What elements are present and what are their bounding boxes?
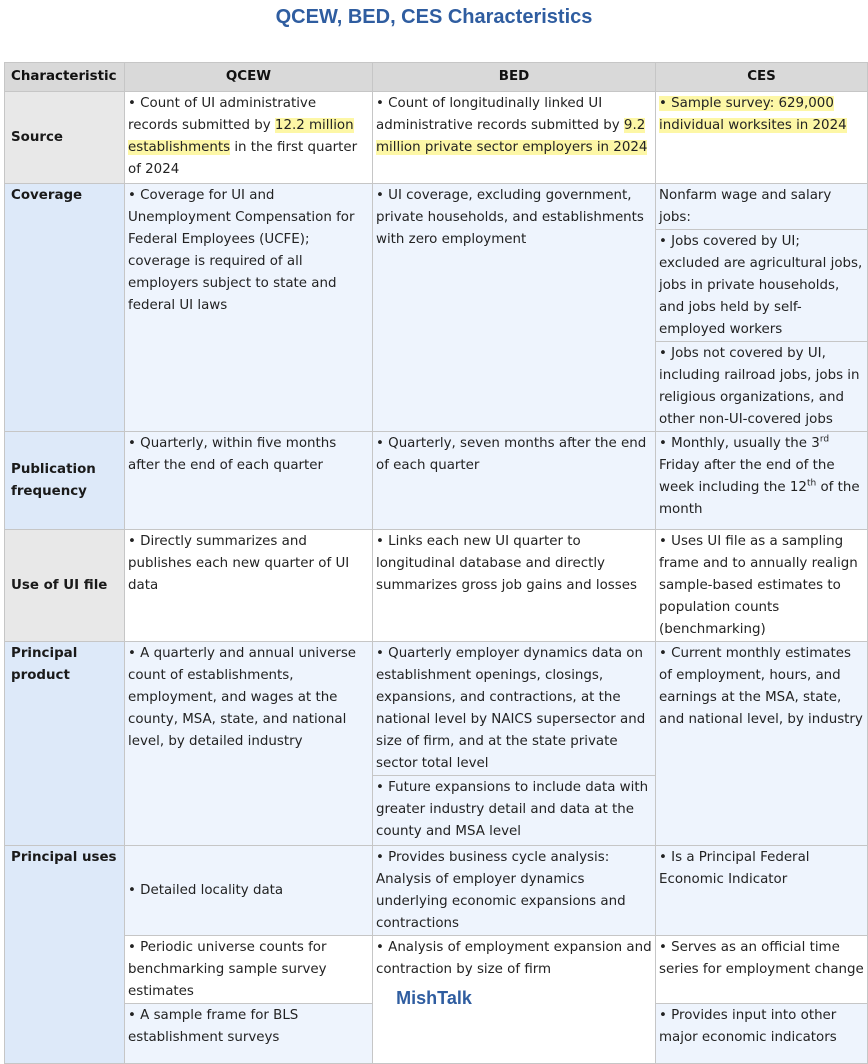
row-label-product: Principal product: [5, 642, 125, 846]
source-qcew-text-b: in the first quarter of 2024: [128, 140, 358, 177]
publication-ces-sup2: th: [806, 478, 817, 489]
cell-uses-qcew-2: • Periodic universe counts for benchmarking sample survey estimates: [125, 936, 373, 1004]
row-coverage: [5, 184, 868, 230]
header-ces: CES: [656, 63, 868, 92]
header-qcew: QCEW: [125, 63, 373, 92]
row-product: [5, 642, 868, 776]
cell-product-qcew: • A quarterly and annual universe count of establishments, employment, and wages at the county, MSA, state, and national level, by detailed industry: [125, 642, 373, 846]
cell-uses-ces-2: • Serves as an official time series for employment change: [656, 936, 868, 1004]
publication-ces-b: Friday after the end of the week including the 12: [659, 458, 835, 495]
cell-publication-ces: [656, 432, 868, 530]
cell-coverage-qcew: • Coverage for UI and Unemployment Compensation for Federal Employees (UCFE); coverage is required of all employers subject to state and federal UI laws: [125, 184, 373, 432]
cell-coverage-ces-heading: Nonfarm wage and salary jobs:: [656, 184, 868, 230]
source-ces-bullet: •: [659, 96, 672, 111]
source-qcew-text-a: • Count of UI administrative records submitted by: [128, 96, 317, 133]
cell-use-ui-qcew: • Directly summarizes and publishes each new quarter of UI data: [125, 530, 373, 642]
publication-ces-sup1: rd: [819, 434, 830, 445]
row-label-publication: Publication frequency: [5, 432, 125, 530]
header-bed: BED: [373, 63, 656, 92]
cell-uses-bed-1: • Provides business cycle analysis: Analysis of employer dynamics underlying economic expansions and contractions: [373, 846, 656, 936]
cell-coverage-bed: • UI coverage, excluding government, private households, and establishments with zero employment: [373, 184, 656, 432]
cell-use-ui-ces: • Uses UI file as a sampling frame and to annually realign sample-based estimates to population counts (benchmarking): [656, 530, 868, 642]
cell-uses-bed-2: • Analysis of employment expansion and contraction by size of firm: [373, 936, 656, 1064]
header-row: [5, 63, 868, 92]
cell-product-ces: • Current monthly estimates of employment, hours, and earnings at the MSA, state, and national level, by industry: [656, 642, 868, 846]
cell-uses-qcew-3: • A sample frame for BLS establishment surveys: [125, 1004, 373, 1064]
publication-ces-c: of the month: [659, 480, 860, 517]
cell-source-ces: [656, 92, 868, 184]
header-characteristic: Characteristic: [5, 63, 125, 92]
cell-coverage-ces-1: • Jobs covered by UI; excluded are agricultural jobs, jobs in private households, and jobs held by self-employed workers: [656, 230, 868, 342]
source-bed-highlight: 9.2 million private sector employers in 2024: [376, 118, 648, 155]
cell-uses-ces-3: • Provides input into other major economic indicators: [656, 1004, 868, 1064]
row-source: [5, 92, 868, 184]
cell-source-qcew: [125, 92, 373, 184]
row-label-uses: Principal uses: [5, 846, 125, 1064]
row-label-source: Source: [5, 92, 125, 184]
cell-uses-qcew-1: • Detailed locality data: [125, 846, 373, 936]
page-title: QCEW, BED, CES Characteristics: [275, 6, 593, 28]
cell-coverage-ces-2: • Jobs not covered by UI, including railroad jobs, jobs in religious organizations, and other non-UI-covered jobs: [656, 342, 868, 432]
row-uses: [5, 846, 868, 936]
cell-product-bed-1: • Quarterly employer dynamics data on establishment openings, closings, expansions, and contractions, at the national level by NAICS supersector and size of firm, and at the state private sector total level: [373, 642, 656, 776]
cell-use-ui-bed: • Links each new UI quarter to longitudinal database and directly summarizes gross job gains and losses: [373, 530, 656, 642]
row-use-ui: [5, 530, 868, 642]
row-label-coverage: Coverage: [5, 184, 125, 432]
cell-product-bed-2: • Future expansions to include data with greater industry detail and data at the county and MSA level: [373, 776, 656, 846]
cell-uses-ces-1: • Is a Principal Federal Economic Indicator: [656, 846, 868, 936]
cell-source-bed: [373, 92, 656, 184]
publication-ces-a: • Monthly, usually the 3: [659, 436, 820, 451]
cell-publication-qcew: • Quarterly, within five months after the end of each quarter: [125, 432, 373, 530]
row-publication: [5, 432, 868, 530]
cell-publication-bed: • Quarterly, seven months after the end of each quarter: [373, 432, 656, 530]
row-label-use-ui: Use of UI file: [5, 530, 125, 642]
source-ces-highlight: Sample survey: 629,000 individual worksites in 2024: [659, 96, 847, 133]
source-qcew-highlight: 12.2 million establishments: [128, 118, 354, 155]
footer-brand: MishTalk: [396, 988, 472, 1008]
source-bed-text: • Count of longitudinally linked UI administrative records submitted by: [376, 96, 624, 133]
comparison-table: [4, 62, 868, 1064]
